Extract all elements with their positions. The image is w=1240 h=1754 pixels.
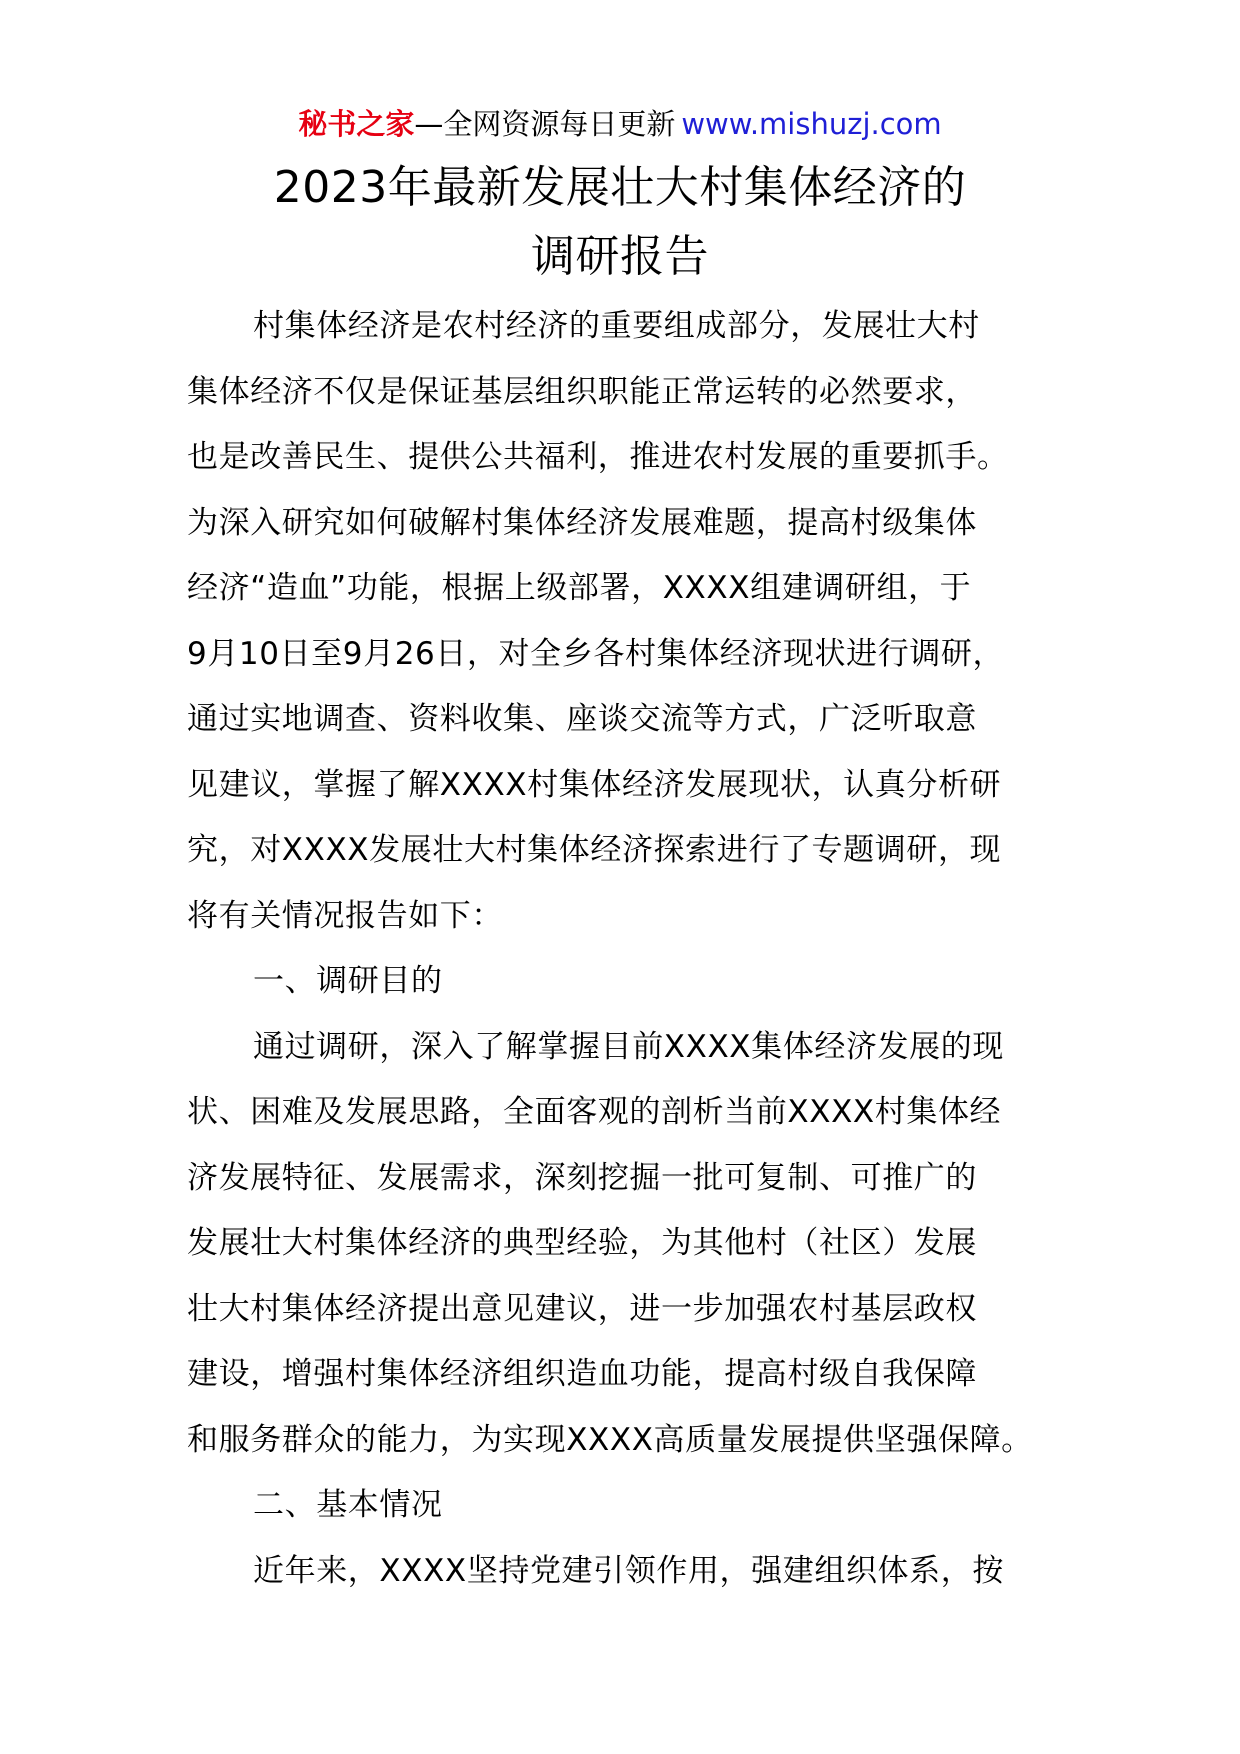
- paragraph-line: 见建议，掌握了解XXXX村集体经济发展现状，认真分析研: [187, 766, 1002, 803]
- brand-name: 秘书之家: [298, 107, 415, 141]
- paragraph-line: 状、困难及发展思路，全面客观的剖析当前XXXX村集体经: [187, 1094, 1002, 1130]
- paragraph-line: 为深入研究如何破解村集体经济发展难题，提高村级集体: [187, 504, 977, 541]
- paragraph-line: 经济“造血”功能，根据上级部署，XXXX组建调研组，于: [187, 570, 972, 606]
- paragraph-line: 将有关情况报告如下：: [187, 897, 503, 934]
- site-url-link[interactable]: www.mishuzj.com: [681, 107, 942, 141]
- paragraph-line: 壮大村集体经济提出意见建议，进一步加强农村基层政权: [187, 1290, 977, 1327]
- paragraph-line: 建设，增强村集体经济组织造血功能，提高村级自我保障: [187, 1356, 977, 1392]
- site-header: [0, 104, 1240, 144]
- paragraph-line: 9月10日至9月26日，对全乡各村集体经济现状进行调研，: [187, 635, 1005, 672]
- section-heading: 一、调研目的: [253, 963, 443, 999]
- paragraph-line: 也是改善民生、提供公共福利，推进农村发展的重要抓手。: [187, 439, 1009, 475]
- document-body: [187, 294, 1067, 1604]
- document-title-line-1: 2023年最新发展壮大村集体经济的: [273, 162, 967, 213]
- document-title-line-2: 调研报告: [531, 231, 709, 282]
- paragraph-line: 通过调研，深入了解掌握目前XXXX集体经济发展的现: [253, 1028, 1004, 1065]
- paragraph-line: 济发展特征、发展需求，深刻挖掘一批可复制、可推广的: [187, 1159, 977, 1196]
- paragraph-line: 和服务群众的能力，为实现XXXX高质量发展提供坚强保障。: [187, 1421, 1033, 1458]
- paragraph-line: 发展壮大村集体经济的典型经验，为其他村（社区）发展: [187, 1225, 977, 1261]
- paragraph-line: 集体经济不仅是保证基层组织职能正常运转的必然要求，: [187, 373, 977, 410]
- paragraph-line: 通过实地调查、资料收集、座谈交流等方式，广泛听取意: [187, 701, 977, 737]
- header-tagline: —全网资源每日更新: [414, 107, 676, 141]
- paragraph-line: 村集体经济是农村经济的重要组成部分，发展壮大村: [253, 308, 980, 344]
- paragraph-line: 究，对XXXX发展壮大村集体经济探索进行了专题调研，现: [187, 832, 1002, 868]
- section-heading: 二、基本情况: [253, 1487, 443, 1523]
- paragraph-line: 近年来，XXXX坚持党建引领作用，强建组织体系，按: [253, 1552, 1004, 1589]
